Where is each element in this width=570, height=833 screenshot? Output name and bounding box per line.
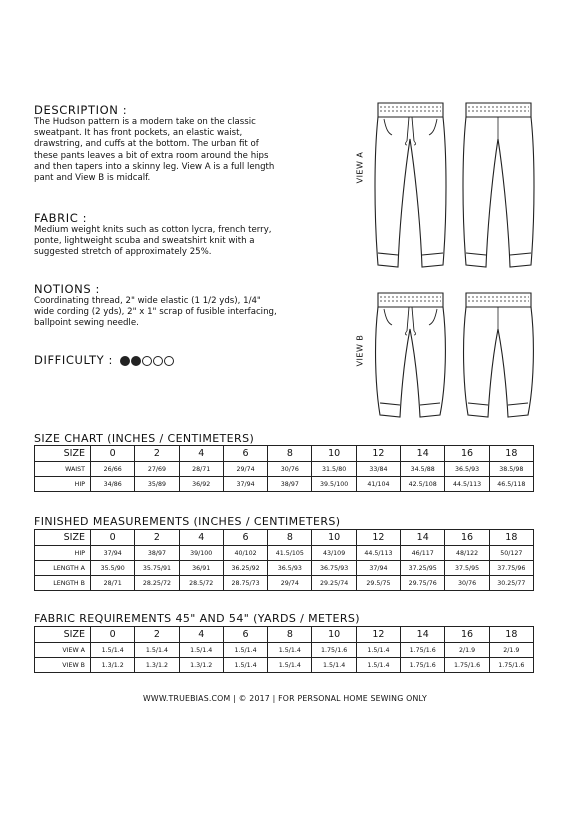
table-cell: 28.5/72 <box>179 576 223 591</box>
table-cell: 38/97 <box>135 546 179 561</box>
row-label: VIEW B <box>35 658 91 673</box>
table-cell: 28.75/73 <box>223 576 267 591</box>
table-cell: 43/109 <box>312 546 356 561</box>
table-cell: 34.5/88 <box>401 462 445 477</box>
view-a-back-pant-icon <box>463 103 534 267</box>
fabric-text <box>34 225 334 259</box>
row-label: LENGTH B <box>35 576 91 591</box>
header-cell: 2 <box>135 627 179 643</box>
table-cell: 1.3/1.2 <box>91 658 135 673</box>
table-cell: 36.25/92 <box>223 561 267 576</box>
table-cell: 50/127 <box>489 546 533 561</box>
view-a-label: VIEW A <box>355 151 365 184</box>
header-cell: 8 <box>268 530 312 546</box>
header-cell: SIZE <box>35 627 91 643</box>
table-header-row <box>35 627 534 643</box>
table-row <box>35 643 534 658</box>
fabric-line: suggested stretch of approximately 25%. <box>34 247 212 258</box>
header-cell: 6 <box>223 530 267 546</box>
table-cell: 28.25/72 <box>135 576 179 591</box>
table-cell: 26/66 <box>91 462 135 477</box>
table-row <box>35 561 534 576</box>
table-row <box>35 658 534 673</box>
table-cell: 29/74 <box>268 576 312 591</box>
description-line: these pants leaves a bit of extra room around the hips <box>34 150 269 161</box>
notions-line: ballpoint sewing needle. <box>34 318 139 329</box>
table-cell: 35.5/90 <box>91 561 135 576</box>
description-line: and then tapers into a skinny leg. View A is a full length <box>34 161 275 172</box>
difficulty-dot-empty-icon <box>142 356 152 366</box>
table-cell: 35.75/91 <box>135 561 179 576</box>
table-cell: 37.5/95 <box>445 561 489 576</box>
table-cell: 33/84 <box>356 462 400 477</box>
view-b-back-pant-icon <box>464 293 534 417</box>
table-cell: 1.3/1.2 <box>179 658 223 673</box>
table-cell: 39.5/100 <box>312 477 356 492</box>
header-cell: 6 <box>223 446 267 462</box>
view-b-label: VIEW B <box>355 334 365 367</box>
table-cell: 1.75/1.6 <box>401 643 445 658</box>
table-row <box>35 576 534 591</box>
header-cell: 2 <box>135 530 179 546</box>
header-cell: SIZE <box>35 446 91 462</box>
table-cell: 37.25/95 <box>401 561 445 576</box>
table-cell: 37/94 <box>223 477 267 492</box>
view-b-illustration <box>370 285 540 425</box>
row-label: HIP <box>35 477 91 492</box>
table-cell: 46/117 <box>401 546 445 561</box>
table-cell: 30.25/77 <box>489 576 533 591</box>
header-cell: 6 <box>223 627 267 643</box>
table-row <box>35 477 534 492</box>
header-cell: 10 <box>312 530 356 546</box>
table-cell: 36/91 <box>179 561 223 576</box>
description-heading: DESCRIPTION : <box>34 103 128 117</box>
header-cell: 12 <box>356 446 400 462</box>
difficulty-dot-filled-icon <box>131 356 141 366</box>
table-cell: 28/71 <box>91 576 135 591</box>
difficulty-dot-empty-icon <box>153 356 163 366</box>
header-cell: 4 <box>179 446 223 462</box>
table-cell: 1.5/1.4 <box>223 643 267 658</box>
notions-line: wide cording (2 yds), 2" x 1" scrap of fusible interfacing, <box>34 307 277 318</box>
notions-heading: NOTIONS : <box>34 282 100 296</box>
difficulty-row <box>34 353 174 367</box>
difficulty-rating <box>120 356 174 366</box>
table-cell: 42.5/108 <box>401 477 445 492</box>
table-cell: 38/97 <box>268 477 312 492</box>
table-cell: 44.5/113 <box>356 546 400 561</box>
table-cell: 29.5/75 <box>356 576 400 591</box>
finished-measurements-title: FINISHED MEASUREMENTS (INCHES / CENTIMETERS) <box>34 515 341 528</box>
table-cell: 1.5/1.4 <box>356 658 400 673</box>
table-cell: 2/1.9 <box>445 643 489 658</box>
table-cell: 1.75/1.6 <box>445 658 489 673</box>
table-cell: 37/94 <box>356 561 400 576</box>
description-line: The Hudson pattern is a modern take on the classic <box>34 117 256 127</box>
fabric-line: ponte, lightweight scuba and sweatshirt knit with a <box>34 236 255 247</box>
table-cell: 46.5/118 <box>489 477 533 492</box>
header-cell: SIZE <box>35 530 91 546</box>
table-row <box>35 462 534 477</box>
header-cell: 0 <box>91 530 135 546</box>
table-cell: 41/104 <box>356 477 400 492</box>
header-cell: 14 <box>401 627 445 643</box>
table-cell: 41.5/105 <box>268 546 312 561</box>
table-cell: 31.5/80 <box>312 462 356 477</box>
finished-measurements-table <box>34 529 534 591</box>
table-header-row <box>35 530 534 546</box>
view-b-front-pant-icon <box>376 293 446 417</box>
table-cell: 1.5/1.4 <box>268 658 312 673</box>
difficulty-dot-empty-icon <box>164 356 174 366</box>
table-cell: 27/69 <box>135 462 179 477</box>
footer-text: WWW.TRUEBIAS.COM | © 2017 | FOR PERSONAL HOME SEWING ONLY <box>143 694 427 703</box>
difficulty-dot-filled-icon <box>120 356 130 366</box>
header-cell: 16 <box>445 446 489 462</box>
table-cell: 1.5/1.4 <box>268 643 312 658</box>
table-cell: 29.25/74 <box>312 576 356 591</box>
size-chart-title: SIZE CHART (INCHES / CENTIMETERS) <box>34 432 255 445</box>
view-a-illustration <box>370 95 540 280</box>
table-cell: 40/102 <box>223 546 267 561</box>
header-cell: 12 <box>356 530 400 546</box>
table-cell: 37.75/96 <box>489 561 533 576</box>
header-cell: 18 <box>489 530 533 546</box>
table-cell: 1.3/1.2 <box>135 658 179 673</box>
description-line: sweatpant. It has front pockets, an elastic waist, <box>34 128 243 139</box>
header-cell: 2 <box>135 446 179 462</box>
notions-line: Coordinating thread, 2" wide elastic (1 1/2 yds), 1/4" <box>34 296 261 306</box>
table-cell: 38.5/98 <box>489 462 533 477</box>
header-cell: 4 <box>179 627 223 643</box>
fabric-requirements-title: FABRIC REQUIREMENTS 45" AND 54" (YARDS / METERS) <box>34 612 360 625</box>
header-cell: 10 <box>312 446 356 462</box>
fabric-line: Medium weight knits such as cotton lycra, french terry, <box>34 225 272 235</box>
table-cell: 34/86 <box>91 477 135 492</box>
table-cell: 1.5/1.4 <box>223 658 267 673</box>
table-cell: 1.5/1.4 <box>91 643 135 658</box>
header-cell: 10 <box>312 627 356 643</box>
view-a-front-pant-icon <box>375 103 446 267</box>
table-cell: 35/89 <box>135 477 179 492</box>
header-cell: 18 <box>489 446 533 462</box>
row-label: VIEW A <box>35 643 91 658</box>
header-cell: 12 <box>356 627 400 643</box>
size-chart-table <box>34 445 534 492</box>
table-cell: 29.75/76 <box>401 576 445 591</box>
row-label: LENGTH A <box>35 561 91 576</box>
table-cell: 48/122 <box>445 546 489 561</box>
table-cell: 1.75/1.6 <box>489 658 533 673</box>
header-cell: 8 <box>268 446 312 462</box>
notions-text <box>34 296 334 330</box>
table-cell: 1.75/1.6 <box>312 643 356 658</box>
header-cell: 16 <box>445 627 489 643</box>
table-cell: 1.5/1.4 <box>312 658 356 673</box>
table-cell: 36.5/93 <box>445 462 489 477</box>
description-line: pant and View B is midcalf. <box>34 173 151 184</box>
table-cell: 36.5/93 <box>268 561 312 576</box>
table-cell: 1.5/1.4 <box>179 643 223 658</box>
row-label: WAIST <box>35 462 91 477</box>
table-cell: 30/76 <box>268 462 312 477</box>
header-cell: 14 <box>401 446 445 462</box>
table-cell: 1.75/1.6 <box>401 658 445 673</box>
table-cell: 30/76 <box>445 576 489 591</box>
header-cell: 14 <box>401 530 445 546</box>
fabric-heading: FABRIC : <box>34 211 88 225</box>
table-header-row <box>35 446 534 462</box>
table-cell: 36/92 <box>179 477 223 492</box>
header-cell: 0 <box>91 446 135 462</box>
header-cell: 18 <box>489 627 533 643</box>
table-cell: 37/94 <box>91 546 135 561</box>
header-cell: 16 <box>445 530 489 546</box>
row-label: HIP <box>35 546 91 561</box>
table-cell: 36.75/93 <box>312 561 356 576</box>
table-cell: 1.5/1.4 <box>356 643 400 658</box>
description-line: drawstring, and cuffs at the bottom. The urban fit of <box>34 139 259 150</box>
description-text <box>34 117 334 184</box>
header-cell: 8 <box>268 627 312 643</box>
table-cell: 44.5/113 <box>445 477 489 492</box>
difficulty-label: DIFFICULTY : <box>34 353 113 367</box>
table-cell: 28/71 <box>179 462 223 477</box>
header-cell: 0 <box>91 627 135 643</box>
table-cell: 2/1.9 <box>489 643 533 658</box>
table-cell: 39/100 <box>179 546 223 561</box>
table-cell: 1.5/1.4 <box>135 643 179 658</box>
table-cell: 29/74 <box>223 462 267 477</box>
header-cell: 4 <box>179 530 223 546</box>
fabric-requirements-table <box>34 626 534 673</box>
table-row <box>35 546 534 561</box>
